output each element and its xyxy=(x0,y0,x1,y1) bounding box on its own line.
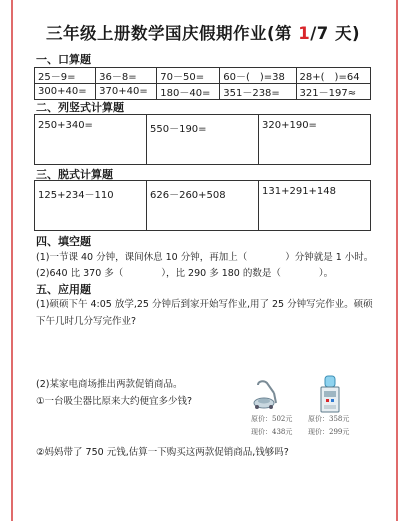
water-dispenser-icon xyxy=(318,375,342,413)
vertical-calc-table xyxy=(34,114,371,165)
table-row xyxy=(35,68,371,84)
dispenser-original-price: 原价：358元 xyxy=(308,415,350,423)
table-row xyxy=(35,115,371,165)
section-fill-blank: 四、填空题 xyxy=(36,235,91,248)
fill-question-2: (2)640 比 370 多（ ），比 290 多 180 的数是（ ）。 xyxy=(36,268,334,279)
strip-calc-table xyxy=(34,180,371,231)
table-cell: 550－190= xyxy=(147,115,259,165)
right-border-line xyxy=(396,0,398,521)
mental-math-table xyxy=(34,67,371,100)
section-mental-math: 一、口算题 xyxy=(36,53,91,66)
table-row xyxy=(35,84,371,100)
table-cell: 70－50= xyxy=(157,68,220,84)
vacuum-current-price: 现价：438元 xyxy=(251,428,293,436)
table-cell: 320+190= xyxy=(259,115,371,165)
table-cell: 321－197≈ xyxy=(296,84,370,100)
left-border-line xyxy=(11,0,13,521)
table-cell: 36－8= xyxy=(96,68,157,84)
vacuum-cleaner-icon xyxy=(252,379,284,411)
word-problem-2a: ①一台吸尘器比原来大约便宜多少钱? xyxy=(36,396,193,407)
table-cell: 250+340= xyxy=(35,115,147,165)
section-word-problems: 五、应用题 xyxy=(36,283,91,296)
title-main: 三年级上册数学国庆假期作业(第 xyxy=(45,24,299,43)
word-problem-2: (2)某家电商场推出两款促销商品。 xyxy=(36,379,183,390)
table-cell: 626－260+508 xyxy=(147,181,259,231)
dispenser-current-price: 现价：299元 xyxy=(308,428,350,436)
table-cell: 180－40= xyxy=(157,84,220,100)
table-cell: 370+40= xyxy=(96,84,157,100)
word-problem-2b: ②妈妈带了 750 元钱,估算一下购买这两款促销商品,钱够吗? xyxy=(36,447,289,458)
table-cell: 25－9= xyxy=(35,68,96,84)
fill-question-1: (1)一节课 40 分钟，课间休息 10 分钟，再加上（ ）分钟就是 1 小时。 xyxy=(36,252,374,263)
table-cell: 60－( )=38 xyxy=(220,68,296,84)
table-cell: 300+40= xyxy=(35,84,96,100)
vacuum-original-price: 原价：502元 xyxy=(251,415,293,423)
title-rest: /7 天) xyxy=(310,24,361,43)
table-cell: 125+234－110 xyxy=(35,181,147,231)
section-strip-calc: 三、脱式计算题 xyxy=(36,168,113,181)
table-cell: 28+( )=64 xyxy=(296,68,370,84)
word-problem-1: (1)硕硕下午 4:05 放学,25 分钟后到家开始写作业,用了 25 分钟写完作业。硕硕下午几时几分写完作业? xyxy=(36,299,373,327)
table-row xyxy=(35,181,371,231)
title-day-number: 1 xyxy=(298,24,311,43)
table-cell: 351－238= xyxy=(220,84,296,100)
worksheet-title xyxy=(0,20,406,44)
table-cell: 131+291+148 xyxy=(259,181,371,231)
section-vertical-calc: 二、列竖式计算题 xyxy=(36,101,124,114)
